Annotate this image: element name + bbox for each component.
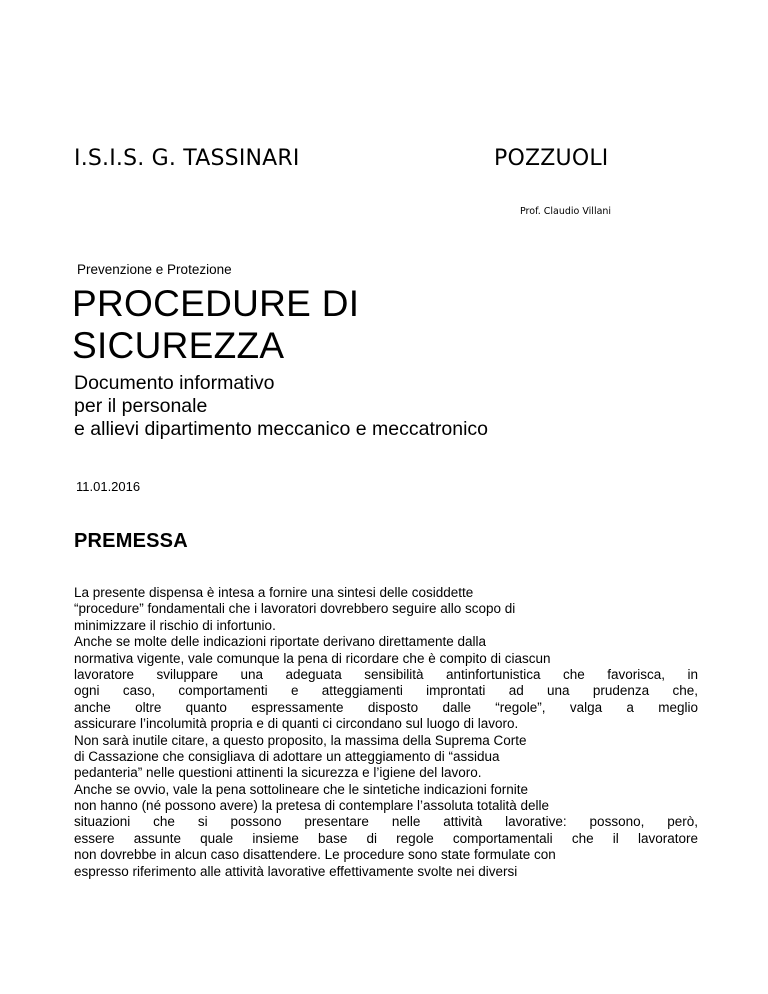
author-name: Prof. Claudio Villani <box>520 206 612 217</box>
school-name: I.S.I.S. G. TASSINARI <box>74 146 300 171</box>
document-subtitle <box>74 372 488 441</box>
body-line: pedanteria” nelle questioni attinenti la sicurezza e l’igiene del lavoro. <box>74 765 482 781</box>
school-city: POZZUOLI <box>494 146 609 171</box>
body-line: Anche se ovvio, vale la pena sottolineare che le sintetiche indicazioni fornite <box>74 781 529 797</box>
body-line: situazioni che si possono presentare nelle attività lavorative: possono, però, <box>74 814 698 830</box>
body-line: essere assunte quale insieme base di regole comportamentali che il lavoratore <box>74 830 698 846</box>
title-line-2: SICUREZZA <box>72 325 285 366</box>
document-date: 11.01.2016 <box>76 479 141 494</box>
body-line: minimizzare il rischio di infortunio. <box>74 617 276 633</box>
body-line: “procedure” fondamentali che i lavoratori dovrebbero seguire allo scopo di <box>74 601 516 617</box>
section-heading: PREMESSA <box>74 530 188 552</box>
title-line-1: PROCEDURE DI <box>72 283 360 324</box>
body-line: non dovrebbe in alcun caso disattendere. Le procedure sono state formulate con <box>74 847 556 863</box>
subtitle-line-3: e allievi dipartimento meccanico e meccatronico <box>74 418 489 440</box>
body-line: non hanno (né possono avere) la pretesa di contemplare l’assoluta totalità delle <box>74 798 550 814</box>
body-line: espresso riferimento alle attività lavorative effettivamente svolte nei diversi <box>74 863 518 879</box>
body-line: di Cassazione che consigliava di adottare un atteggiamento di “assidua <box>74 748 500 764</box>
subtitle-line-2: per il personale <box>74 395 208 417</box>
section-body <box>74 585 698 880</box>
body-line: Anche se molte delle indicazioni riportate derivano direttamente dalla <box>74 634 486 650</box>
body-line: lavoratore sviluppare una adeguata sensibilità antinfortunistica che favorisca, in <box>74 666 698 682</box>
body-line: ogni caso, comportamenti e atteggiamenti improntati ad una prudenza che, <box>74 683 698 699</box>
page-title <box>72 283 359 367</box>
subtitle-line-1: Documento informativo <box>74 372 275 394</box>
body-line: anche oltre quanto espressamente disposto dalle “regole”, valga a meglio <box>74 699 698 715</box>
document-kicker: Prevenzione e Protezione <box>77 262 232 277</box>
body-line: normativa vigente, vale comunque la pena di ricordare che è compito di ciascun <box>74 650 551 666</box>
body-line: Non sarà inutile citare, a questo proposito, la massima della Suprema Corte <box>74 732 527 748</box>
letterhead <box>74 146 694 182</box>
body-line: La presente dispensa è intesa a fornire una sintesi delle cosiddette <box>74 585 474 600</box>
body-line: assicurare l’incolumità propria e di quanti ci circondano sul luogo di lavoro. <box>74 716 519 732</box>
